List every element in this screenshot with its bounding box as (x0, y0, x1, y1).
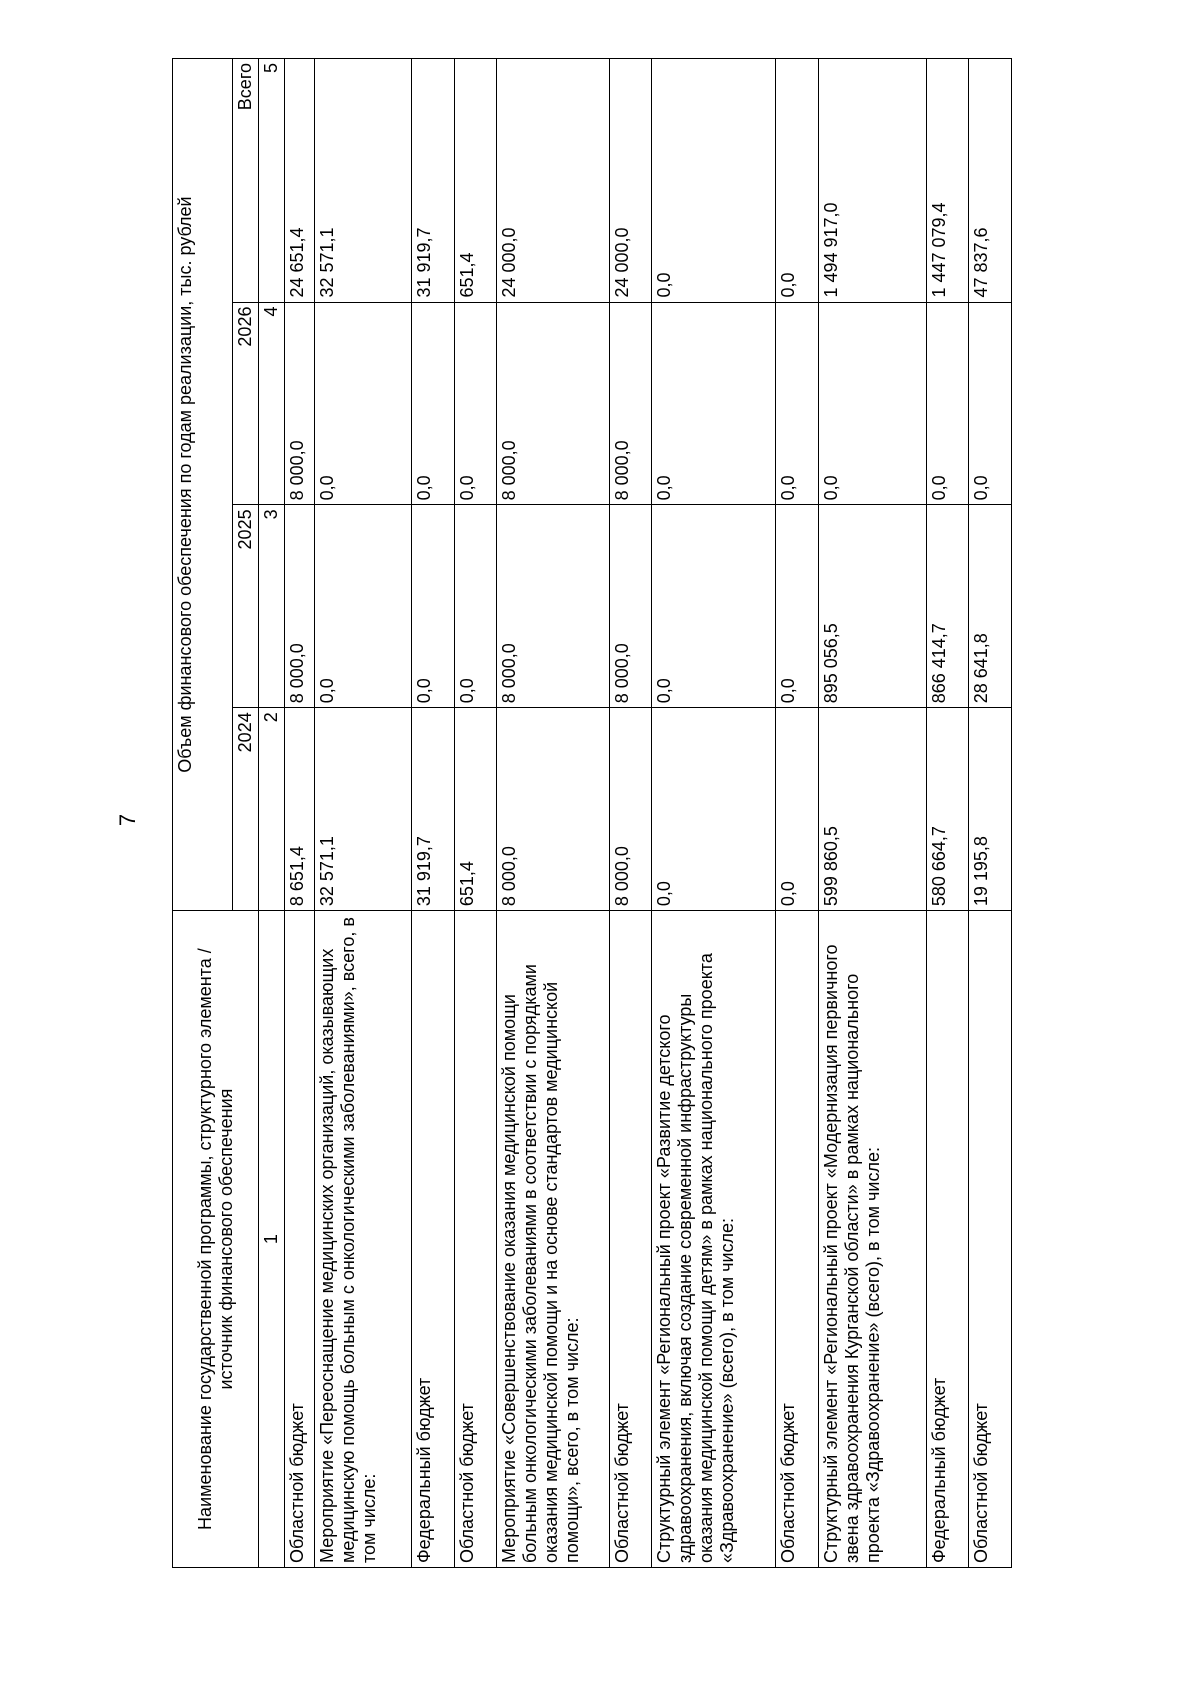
row-name: Мероприятие «Совершенствование оказания медицинской помощи больным онкологическими заболеваниями в соответствии с порядками оказания медицинской помощи и на основе стандартов медицинской помощи», всего, в том числе: (497, 911, 609, 1568)
value-2024: 580 664,7 (926, 708, 969, 911)
value-2025: 8 000,0 (609, 505, 652, 708)
table-row (497, 59, 609, 1568)
value-2024: 19 195,8 (969, 708, 1012, 911)
col-number-5: 5 (259, 59, 285, 303)
value-total: 651,4 (454, 59, 497, 303)
row-name: Областной бюджет (775, 911, 818, 1568)
value-2026: 0,0 (969, 302, 1012, 505)
value-2024: 0,0 (652, 708, 776, 911)
value-2024: 8 000,0 (609, 708, 652, 911)
value-total: 24 651,4 (285, 59, 315, 303)
value-2026: 8 000,0 (497, 302, 609, 505)
table-row (926, 59, 969, 1568)
value-2026: 0,0 (454, 302, 497, 505)
header-year-2026: 2026 (233, 302, 259, 505)
header-total: Всего (233, 59, 259, 303)
value-2026: 8 000,0 (285, 302, 315, 505)
value-2024: 0,0 (775, 708, 818, 911)
value-2025: 0,0 (411, 505, 454, 708)
row-name: Федеральный бюджет (411, 911, 454, 1568)
row-name: Структурный элемент «Региональный проект «Развитие детского здравоохранения, включая создание современной инфраструктуры оказания медицинской помощи детям» в рамках национального проекта «Здравоохранение» (всего), в том числе: (652, 911, 776, 1568)
table-row (454, 59, 497, 1568)
value-2025: 0,0 (454, 505, 497, 708)
row-name: Структурный элемент «Региональный проект «Модернизация первичного звена здравоохранения Курганской области» в рамках национального проекта «Здравоохранение» (всего), в том числе: (818, 911, 926, 1568)
table-row (652, 59, 776, 1568)
col-number-1: 1 (259, 911, 285, 1568)
value-total: 47 837,6 (969, 59, 1012, 303)
header-year-2025: 2025 (233, 505, 259, 708)
value-total: 24 000,0 (609, 59, 652, 303)
financing-table-rotated (172, 58, 1012, 1568)
value-2024: 31 919,7 (411, 708, 454, 911)
value-2026: 0,0 (926, 302, 969, 505)
value-2025: 0,0 (775, 505, 818, 708)
value-2025: 0,0 (652, 505, 776, 708)
table-row (818, 59, 926, 1568)
row-name: Областной бюджет (454, 911, 497, 1568)
value-2025: 8 000,0 (497, 505, 609, 708)
table-row (969, 59, 1012, 1568)
value-2026: 0,0 (818, 302, 926, 505)
value-total: 0,0 (775, 59, 818, 303)
value-2026: 0,0 (775, 302, 818, 505)
header-name-column: Наименование государственной программы, структурного элемента / источник финансового обеспечения (173, 911, 259, 1568)
row-name: Федеральный бюджет (926, 911, 969, 1568)
value-2025: 895 056,5 (818, 505, 926, 708)
table-row (315, 59, 412, 1568)
row-name: Областной бюджет (969, 911, 1012, 1568)
header-finance-group: Объем финансового обеспечения по годам реализации, тыс. рублей (173, 59, 233, 911)
col-number-2: 2 (259, 708, 285, 911)
value-total: 32 571,1 (315, 59, 412, 303)
col-number-4: 4 (259, 302, 285, 505)
page-number: 7 (115, 813, 140, 827)
row-name: Областной бюджет (609, 911, 652, 1568)
value-2025: 866 414,7 (926, 505, 969, 708)
value-2024: 8 000,0 (497, 708, 609, 911)
value-2026: 0,0 (652, 302, 776, 505)
row-name: Областной бюджет (285, 911, 315, 1568)
value-2025: 0,0 (315, 505, 412, 708)
value-2024: 32 571,1 (315, 708, 412, 911)
col-number-3: 3 (259, 505, 285, 708)
value-2026: 0,0 (315, 302, 412, 505)
row-name: Мероприятие «Переоснащение медицинских организаций, оказывающих медицинскую помощь больным с онкологическими заболеваниями», всего, в том числе: (315, 911, 412, 1568)
value-2024: 651,4 (454, 708, 497, 911)
value-total: 0,0 (652, 59, 776, 303)
table-row (775, 59, 818, 1568)
value-2025: 8 000,0 (285, 505, 315, 708)
value-2026: 0,0 (411, 302, 454, 505)
value-total: 31 919,7 (411, 59, 454, 303)
financing-table (172, 58, 1012, 1568)
value-2024: 8 651,4 (285, 708, 315, 911)
table-row (285, 59, 315, 1568)
value-2025: 28 641,8 (969, 505, 1012, 708)
value-total: 1 447 079,4 (926, 59, 969, 303)
table-row (609, 59, 652, 1568)
header-year-2024: 2024 (233, 708, 259, 911)
value-total: 1 494 917,0 (818, 59, 926, 303)
value-2024: 599 860,5 (818, 708, 926, 911)
table-row (411, 59, 454, 1568)
value-2026: 8 000,0 (609, 302, 652, 505)
value-total: 24 000,0 (497, 59, 609, 303)
